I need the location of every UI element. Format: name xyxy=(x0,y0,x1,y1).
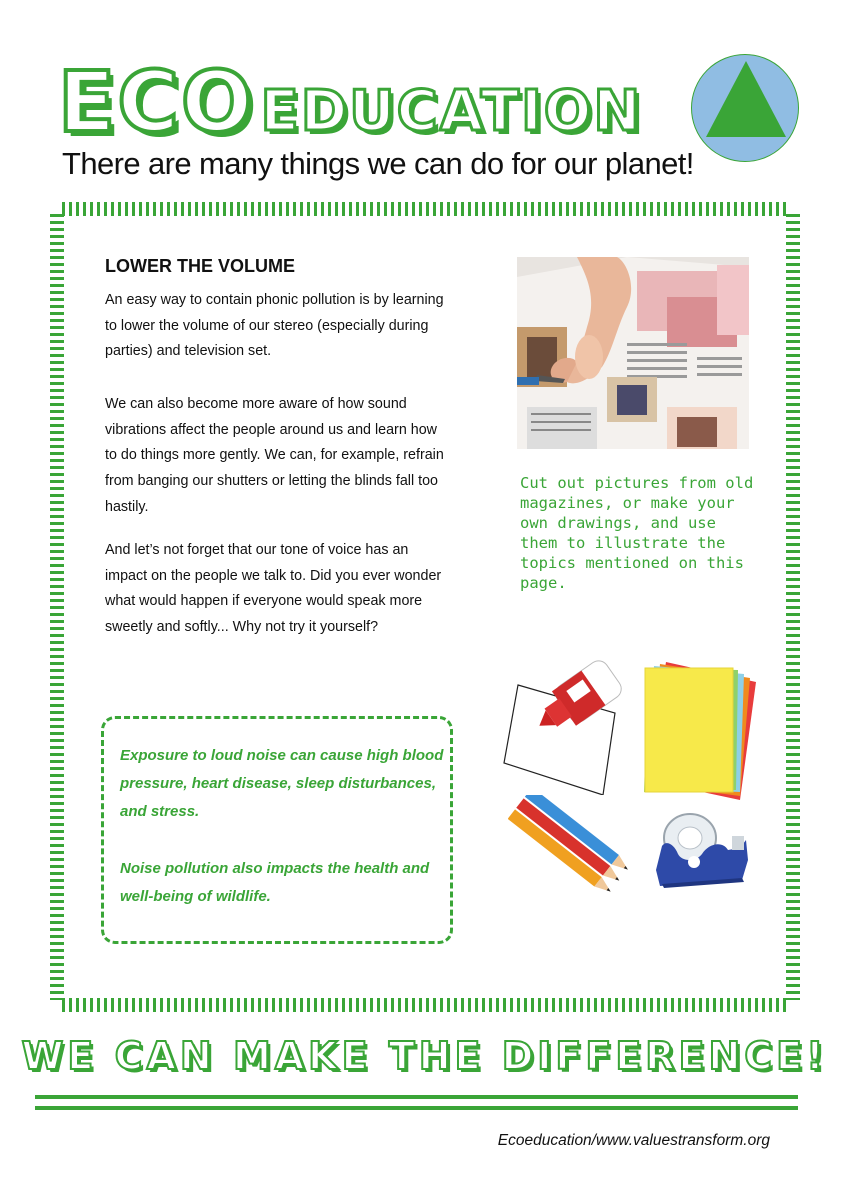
footer-divider xyxy=(35,1095,798,1099)
logo-education-text: EDUCATION xyxy=(260,79,643,144)
article-paragraph: An easy way to contain phonic pollution is by learning to lower the volume of our stereo (especially during parties) and television set. xyxy=(105,292,444,360)
frame-bottom-edge xyxy=(62,998,788,1012)
triangle-badge-icon xyxy=(691,54,799,162)
fact-text: Noise pollution also impacts the health and well-being of wildlife. xyxy=(120,860,430,905)
footer-credit: Ecoeducation/www.valuestransform.org xyxy=(497,1132,770,1149)
fact-text: Exposure to loud noise can cause high blood pressure, heart disease, sleep disturbances, and stress. xyxy=(120,747,444,820)
logo-eco-text: ECO xyxy=(58,53,255,151)
magazine-photo xyxy=(517,257,749,449)
article-title: LOWER THE VOLUME xyxy=(105,256,295,276)
footer-divider xyxy=(35,1106,798,1110)
glue-bottle-icon xyxy=(500,655,635,795)
colored-paper-icon xyxy=(636,660,758,805)
tagline: There are many things we can do for our planet! xyxy=(62,146,694,181)
eco-education-logo xyxy=(58,48,643,151)
activity-tip: Cut out pictures from old magazines, or make your own drawings, and use them to illustrate the topics mentioned on this page. xyxy=(520,474,754,592)
slogan: WE CAN MAKE THE DIFFERENCE! xyxy=(21,1034,828,1078)
article-paragraph: We can also become more aware of how sound vibrations affect the people around us and learn how to do things more gently. We can, for example, refrain from banging our shutters or letting the blinds fall too hastily. xyxy=(105,396,444,515)
pencils-icon xyxy=(508,795,630,910)
frame-right-edge xyxy=(786,214,800,1000)
frame-top-edge xyxy=(62,202,788,216)
tape-dispenser-icon xyxy=(652,810,752,890)
frame-left-edge xyxy=(50,214,64,1000)
article-paragraph: And let’s not forget that our tone of voice has an impact on the people we talk to. Did you ever wonder what would happen if everyone would speak more sweetly and softly... Why not try it yourself? xyxy=(105,542,442,636)
